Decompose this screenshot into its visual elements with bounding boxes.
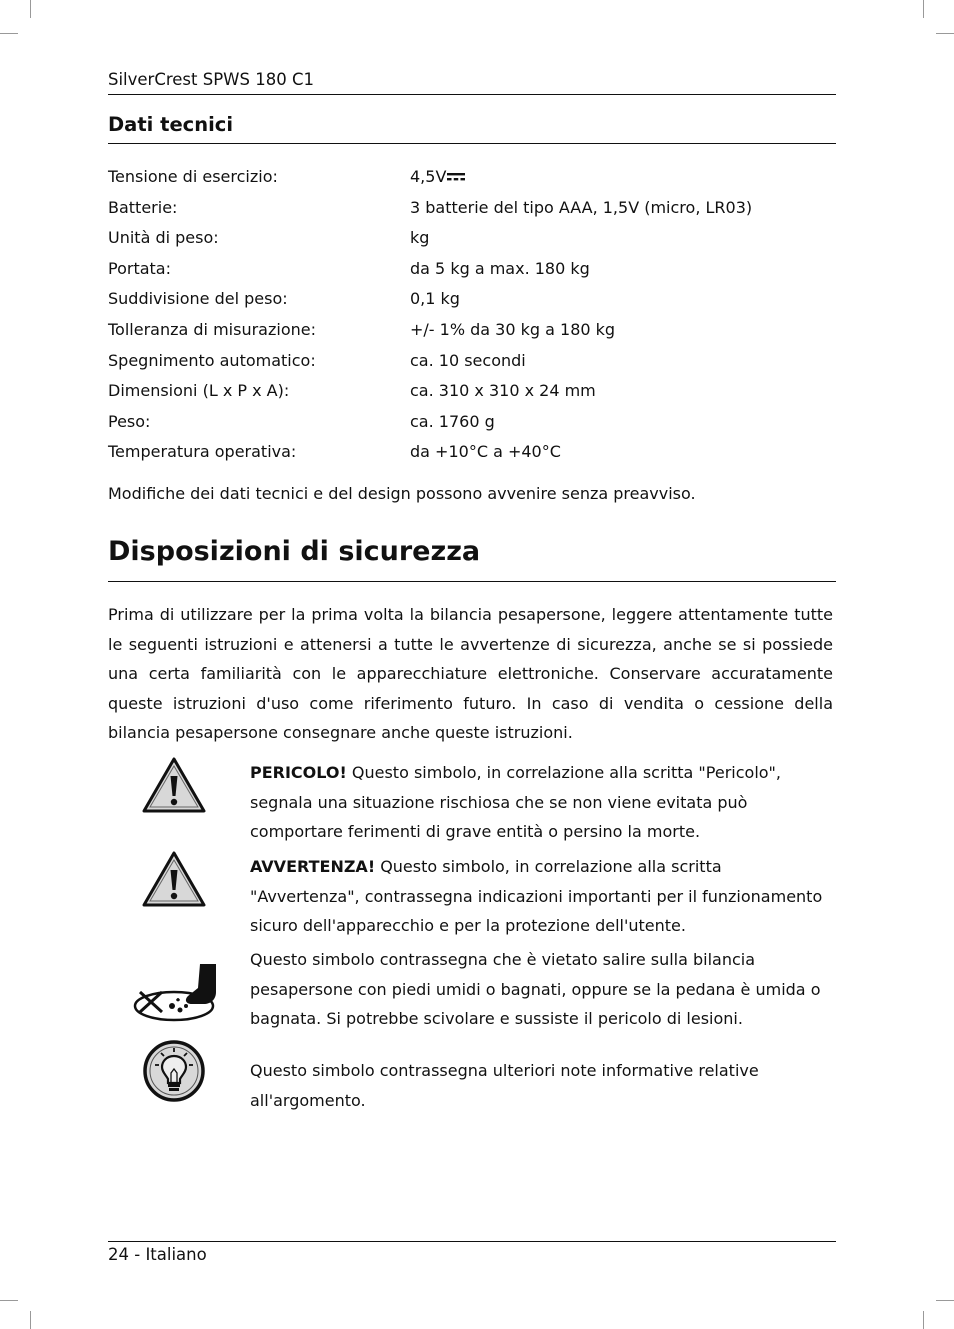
no-wet-feet-icon <box>132 960 220 1026</box>
specs-heading-rule <box>108 143 836 144</box>
warning-triangle-icon <box>142 757 206 813</box>
page-footer: 24 - Italiano <box>108 1245 207 1264</box>
specs-heading: Dati tecnici <box>108 113 234 136</box>
spec-value: 0,1 kg <box>410 289 460 309</box>
crop-mark <box>30 0 31 18</box>
warning-triangle-icon <box>142 851 206 907</box>
spec-row <box>108 193 836 224</box>
spec-row <box>108 346 836 377</box>
warning-note: AVVERTENZA! Questo simbolo, in correlazione alla scritta "Avvertenza", contrassegna indicazioni importanti per il funzionamento sicuro dell'apparecchio e per la protezione dell'utente. <box>250 857 823 935</box>
spec-row <box>108 223 836 254</box>
spec-value: ca. 10 secondi <box>410 350 526 370</box>
info-note: Questo simbolo contrassegna ulteriori note informative relative all'argomento. <box>250 1061 759 1110</box>
spec-label: Spegnimento automatico: <box>108 350 316 370</box>
spec-value: +/- 1% da 30 kg a 180 kg <box>410 319 616 339</box>
spec-label: Dimensioni (L x P x A): <box>108 381 290 401</box>
wet-feet-note: Questo simbolo contrassegna che è vietato salire sulla bilancia pesapersone con piedi umidi o bagnati, oppure se la pedana è umida o bagnata. Si potrebbe scivolare e sussiste il pericolo di lesioni. <box>250 950 821 1028</box>
safety-heading-rule <box>108 581 836 582</box>
spec-value: da +10°C a +40°C <box>410 442 561 462</box>
spec-value: 3 batterie del tipo AAA, 1,5V (micro, LR03) <box>410 197 753 217</box>
spec-value: da 5 kg a max. 180 kg <box>410 258 590 278</box>
safety-heading: Disposizioni di sicurezza <box>108 536 481 567</box>
lightbulb-icon <box>142 1039 206 1103</box>
specs-note: Modifiche dei dati tecnici e del design possono avvenire senza preavviso. <box>108 484 696 503</box>
spec-label: Unità di peso: <box>108 228 219 248</box>
spec-value: ca. 310 x 310 x 24 mm <box>410 381 596 401</box>
crop-mark <box>923 0 924 18</box>
spec-row <box>108 315 836 346</box>
spec-label: Batterie: <box>108 197 178 217</box>
spec-row <box>108 407 836 438</box>
spec-label: Temperatura operativa: <box>108 442 297 462</box>
spec-value: kg <box>410 228 430 248</box>
specs-table <box>108 162 836 468</box>
spec-value: 4,5V <box>410 162 465 193</box>
danger-note: PERICOLO! Questo simbolo, in correlazione alla scritta "Pericolo", segnala una situazione rischiosa che se non viene evitata può comportare ferimenti di grave entità o persino la morte. <box>250 763 781 841</box>
spec-label: Suddivisione del peso: <box>108 289 288 309</box>
crop-mark <box>936 33 954 34</box>
spec-value: ca. 1760 g <box>410 411 495 431</box>
spec-row <box>108 284 836 315</box>
running-header: SilverCrest SPWS 180 C1 <box>108 70 314 89</box>
spec-label: Tolleranza di misurazione: <box>108 319 316 339</box>
danger-label: PERICOLO! <box>250 763 347 782</box>
direct-current-icon <box>447 172 465 182</box>
warning-label: AVVERTENZA! <box>250 857 376 876</box>
footer-rule <box>108 1241 836 1242</box>
spec-row <box>108 254 836 285</box>
spec-row <box>108 437 836 468</box>
spec-label: Portata: <box>108 258 171 278</box>
crop-mark <box>0 33 18 34</box>
spec-label: Tensione di esercizio: <box>108 167 278 186</box>
crop-mark <box>30 1311 31 1329</box>
crop-mark <box>0 1300 18 1301</box>
crop-mark <box>936 1300 954 1301</box>
crop-mark <box>923 1311 924 1329</box>
spec-row <box>108 162 836 193</box>
safety-intro: Prima di utilizzare per la prima volta la bilancia pesapersone, leggere attentamente tutte le seguenti istruzioni e attenersi a tutte le avvertenze di sicurezza, anche se si possiede una certa familiarità con le apparecchiature elettroniche. Conservare accuratamente queste istruzioni d'uso come riferimento futuro. In caso di vendita o cessione della bilancia pesapersone consegnare anche queste istruzioni. <box>108 605 833 743</box>
spec-row <box>108 376 836 407</box>
header-rule <box>108 94 836 95</box>
spec-label: Peso: <box>108 411 151 431</box>
